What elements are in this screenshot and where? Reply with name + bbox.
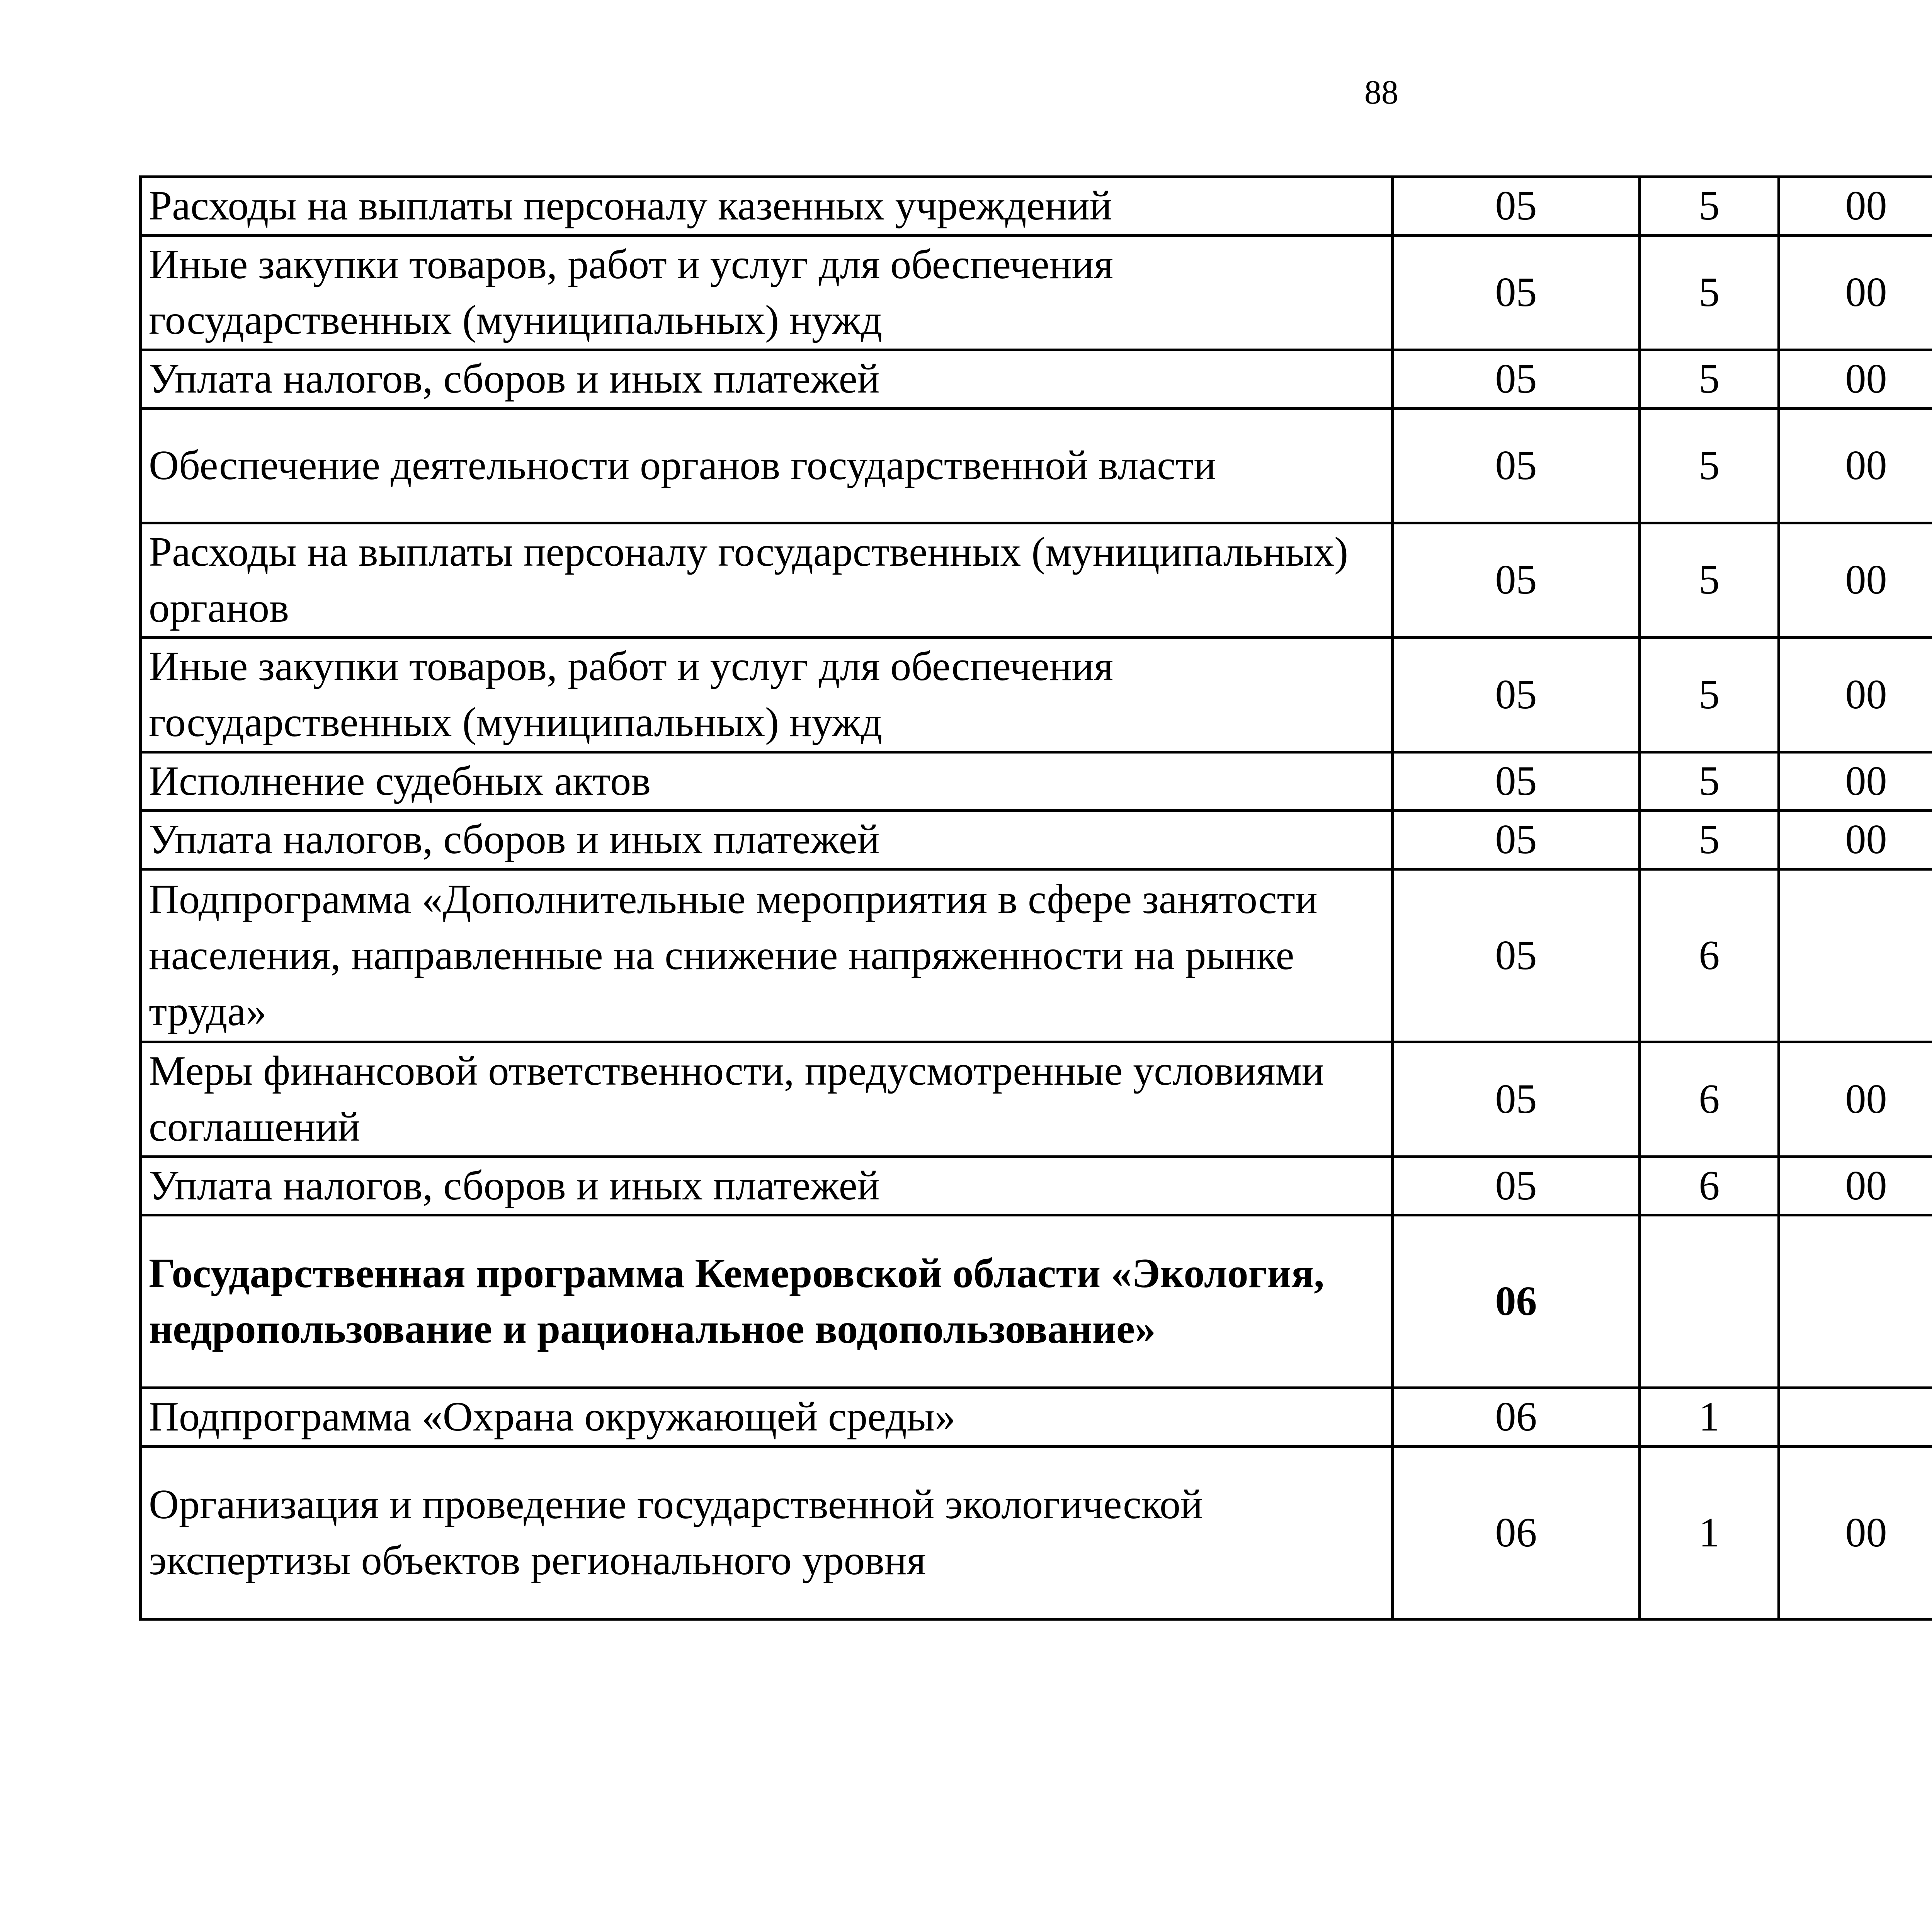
- section-code-cell: 05: [1393, 1042, 1640, 1157]
- section-code-cell: 05: [1393, 1157, 1640, 1215]
- row-name-cell: Уплата налогов, сборов и иных платежей: [141, 811, 1393, 869]
- row-name-cell: Иные закупки товаров, работ и услуг для обеспечения государственных (муниципальных) нужд: [141, 638, 1393, 752]
- row-name-cell: Иные закупки товаров, работ и услуг для обеспечения государственных (муниципальных) нужд: [141, 235, 1393, 350]
- row-name-cell: Обеспечение деятельности органов государственной власти: [141, 408, 1393, 523]
- section-code-cell: 06: [1393, 1447, 1640, 1619]
- direction-code-cell: 00: [1779, 811, 1932, 869]
- direction-code-cell: [1779, 1388, 1932, 1447]
- subprogram-code-cell: 1: [1640, 1388, 1779, 1447]
- table-row: [141, 523, 1932, 637]
- row-name-cell: Исполнение судебных актов: [141, 752, 1393, 811]
- direction-code-cell: 00: [1779, 752, 1932, 811]
- table-row: [141, 869, 1932, 1042]
- subprogram-code-cell: 6: [1640, 1042, 1779, 1157]
- table-row: [141, 752, 1932, 811]
- section-code-cell: 05: [1393, 523, 1640, 637]
- table-row: [141, 1157, 1932, 1215]
- subprogram-code-cell: 1: [1640, 1447, 1779, 1619]
- table-row: [141, 177, 1932, 236]
- direction-code-cell: 00: [1779, 408, 1932, 523]
- page-number: 88: [1364, 74, 1398, 111]
- section-code-cell: 05: [1393, 869, 1640, 1042]
- budget-table: [139, 175, 1932, 1621]
- table-row: [141, 1042, 1932, 1157]
- section-code-cell: 05: [1393, 638, 1640, 752]
- table-row: [141, 1447, 1932, 1619]
- row-name-cell: Организация и проведение государственной экологической экспертизы объектов регионального уровня: [141, 1447, 1393, 1619]
- direction-code-cell: 00: [1779, 177, 1932, 236]
- table-row: [141, 638, 1932, 752]
- direction-code-cell: 00: [1779, 638, 1932, 752]
- row-name-cell: Расходы на выплаты персоналу государственных (муниципальных) органов: [141, 523, 1393, 637]
- section-code-cell: 05: [1393, 177, 1640, 236]
- direction-code-cell: [1779, 1215, 1932, 1388]
- direction-code-cell: 00: [1779, 235, 1932, 350]
- table-row: [141, 408, 1932, 523]
- section-code-cell: 06: [1393, 1388, 1640, 1447]
- subprogram-code-cell: 6: [1640, 1157, 1779, 1215]
- subprogram-code-cell: 5: [1640, 350, 1779, 409]
- row-name-cell: Меры финансовой ответственности, предусмотренные условиями соглашений: [141, 1042, 1393, 1157]
- row-name-cell: Расходы на выплаты персоналу казенных учреждений: [141, 177, 1393, 236]
- direction-code-cell: 00: [1779, 1042, 1932, 1157]
- subprogram-code-cell: 5: [1640, 811, 1779, 869]
- subprogram-code-cell: 5: [1640, 177, 1779, 236]
- direction-code-cell: [1779, 869, 1932, 1042]
- table-row: [141, 235, 1932, 350]
- section-code-cell: 06: [1393, 1215, 1640, 1388]
- subprogram-code-cell: 5: [1640, 408, 1779, 523]
- subprogram-code-cell: 5: [1640, 638, 1779, 752]
- section-code-cell: 05: [1393, 235, 1640, 350]
- direction-code-cell: 00: [1779, 1157, 1932, 1215]
- row-name-cell: Государственная программа Кемеровской области «Экология, недропользование и рациональное водопользование»: [141, 1215, 1393, 1388]
- subprogram-code-cell: 5: [1640, 235, 1779, 350]
- row-name-cell: Подпрограмма «Дополнительные мероприятия в сфере занятости населения, направленные на снижение напряженности на рынке труда»: [141, 869, 1393, 1042]
- row-name-cell: Уплата налогов, сборов и иных платежей: [141, 350, 1393, 409]
- subprogram-code-cell: 5: [1640, 752, 1779, 811]
- section-code-cell: 05: [1393, 752, 1640, 811]
- direction-code-cell: 00: [1779, 350, 1932, 409]
- direction-code-cell: 00: [1779, 523, 1932, 637]
- subprogram-code-cell: [1640, 1215, 1779, 1388]
- direction-code-cell: 00: [1779, 1447, 1932, 1619]
- section-code-cell: 05: [1393, 811, 1640, 869]
- subprogram-code-cell: 6: [1640, 869, 1779, 1042]
- table-row: [141, 1388, 1932, 1447]
- section-code-cell: 05: [1393, 408, 1640, 523]
- subprogram-code-cell: 5: [1640, 523, 1779, 637]
- table-body: [141, 177, 1932, 1619]
- table-row: [141, 1215, 1932, 1388]
- table-row: [141, 811, 1932, 869]
- row-name-cell: Подпрограмма «Охрана окружающей среды»: [141, 1388, 1393, 1447]
- section-code-cell: 05: [1393, 350, 1640, 409]
- row-name-cell: Уплата налогов, сборов и иных платежей: [141, 1157, 1393, 1215]
- table-row: [141, 350, 1932, 409]
